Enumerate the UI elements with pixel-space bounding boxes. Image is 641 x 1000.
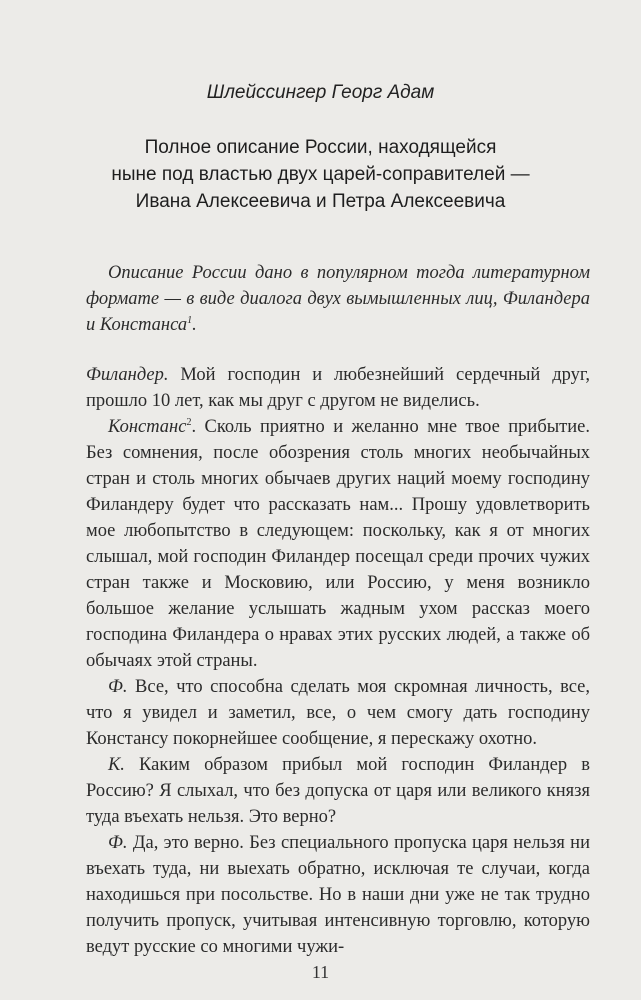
speaker-name: Филандер. <box>86 365 169 385</box>
intro-end: . <box>192 315 197 335</box>
intro-paragraph <box>86 260 590 338</box>
speaker-name: Ф. <box>108 677 128 697</box>
title-line: ныне под властью двух царей-соправителей — <box>111 164 530 185</box>
intro-text: Описание России дано в популярном тогда литературном формате — в виде диалога двух вымышленных лиц, Филандера и Констанса <box>86 263 590 335</box>
title-line: Ивана Алексеевича и Петра Алексеевича <box>135 191 506 212</box>
footnote-mark: 1 <box>187 314 193 326</box>
page-number: 11 <box>311 962 330 982</box>
dialogue-text: Мой господин и любезнейший сердечный друг, прошло 10 лет, как мы друг с другом не виделись. <box>86 365 590 411</box>
dialogue-paragraph <box>86 830 590 960</box>
dialogue-paragraph <box>86 362 590 414</box>
dialogue-text: Да, это верно. Без специального пропуска царя нельзя ни въехать туда, ни выехать обратно, исключая те случаи, когда находишься при посольстве. Но в наши дни уже не так трудно получить пропуск, учитывая интенсивную торговлю, которую ведут русские со многими чужи- <box>86 833 590 957</box>
dialogue-text: . Сколь приятно и желанно мне твое прибытие. Без сомнения, после обозрения столь многих необычайных стран и столь многих обычаев других наций моему господину Филандеру будет что рассказать нам... Прошу удовлетворить мое любопытство в следующем: поскольку, как я от многих слышал, мой господин Филандер посещал среди прочих чужих стран также и Московию, или Россию, у меня возникло большое желание услышать жадным ухом рассказ моего господина Филандера о нравах этих русских людей, а также об обычаях этой страны. <box>86 417 590 671</box>
dialogue-paragraph <box>86 674 590 752</box>
dialogue-text: Все, что способна сделать моя скромная личность, все, что я увидел и заметил, все, о чем смогу дать господину Констансу покорнейшее сообщение, я перескажу охотно. <box>86 677 590 749</box>
chapter-title <box>60 134 581 215</box>
dialogue-body <box>86 362 590 960</box>
speaker-name: Констанс <box>108 417 187 437</box>
title-line: Полное описание России, находящейся <box>144 137 497 158</box>
author-name: Шлейссингер Георг Адам <box>206 82 435 103</box>
footnote-mark: 2 <box>186 416 192 428</box>
dialogue-text: Каким образом прибыл мой господин Филандер в Россию? Я слыхал, что без допуска от царя или великого князя туда въехать нельзя. Это верно? <box>86 755 590 827</box>
speaker-name: Ф. <box>108 833 128 853</box>
dialogue-paragraph <box>86 414 590 674</box>
dialogue-paragraph <box>86 752 590 830</box>
speaker-name: К. <box>108 755 125 775</box>
